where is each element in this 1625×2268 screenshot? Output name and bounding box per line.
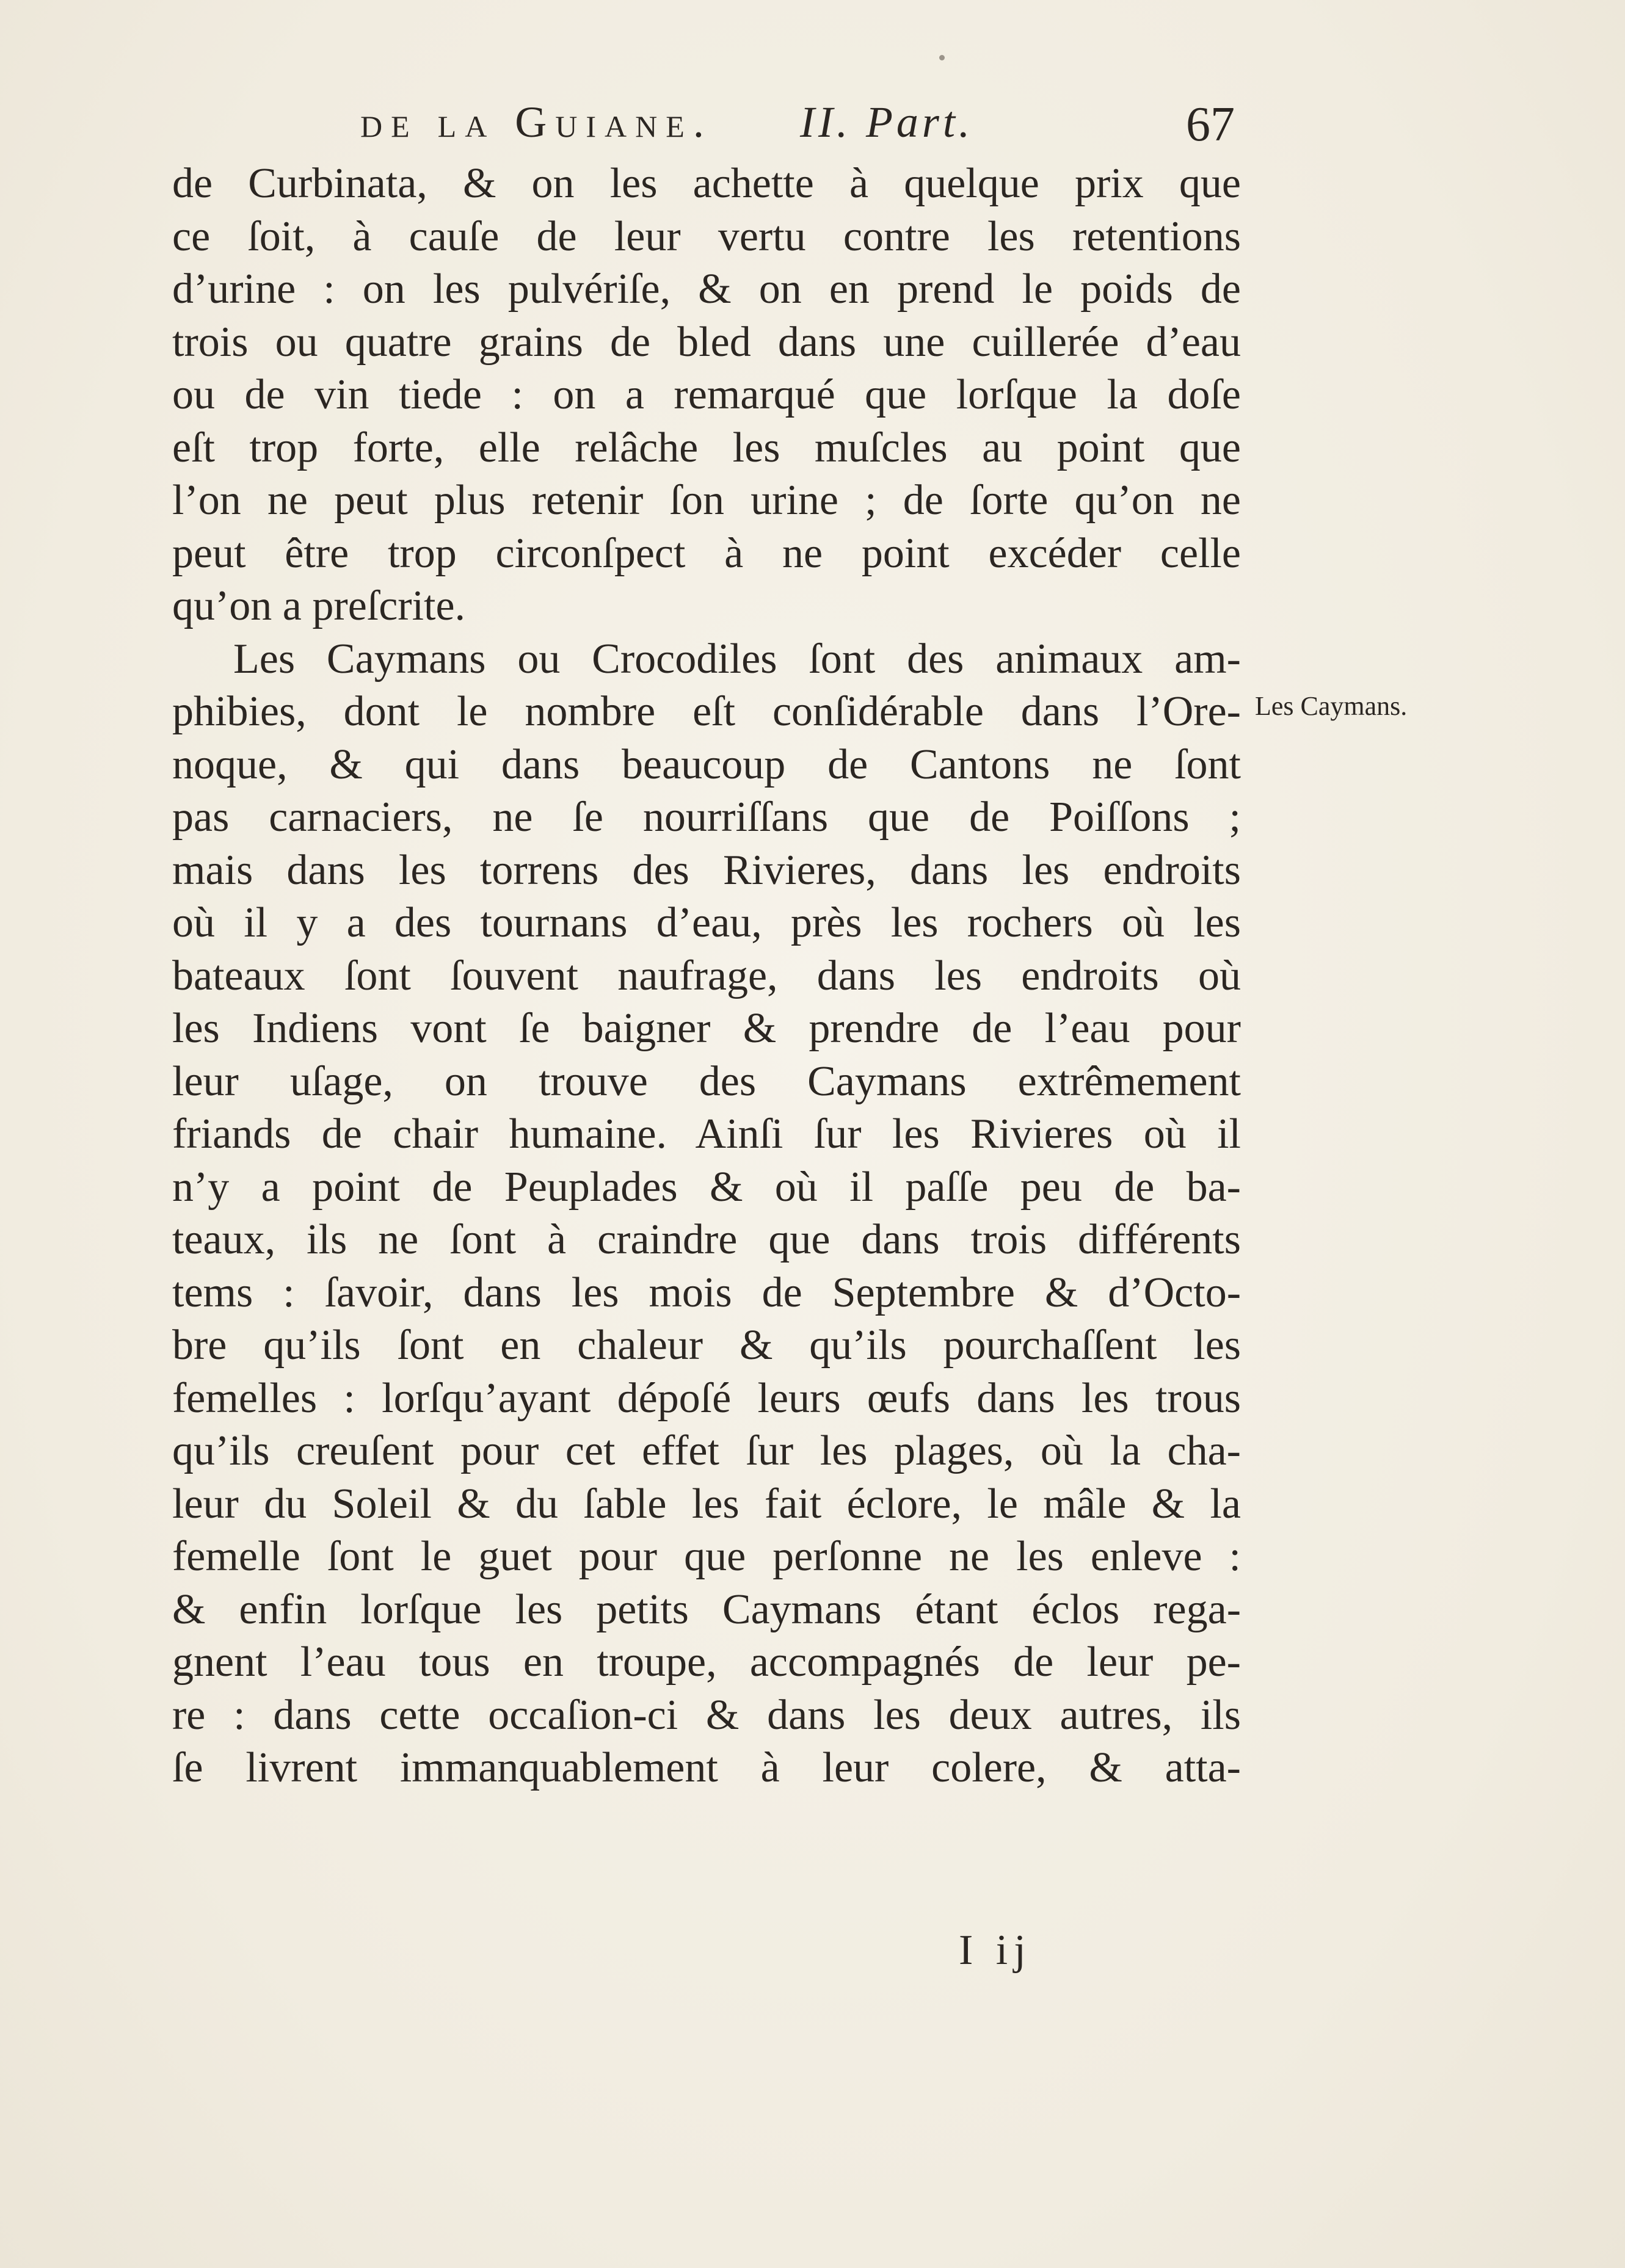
text-line: de Curbinata, & on les achette à quelque prix que <box>172 160 1241 207</box>
text-line: n’y a point de Peuplades & où il paſſe peu de ba- <box>172 1163 1241 1211</box>
text-line: eſt trop forte, elle relâche les muſcles au point que <box>172 424 1241 471</box>
text-line: les Indiens vont ſe baigner & prendre de l’eau pour <box>172 1005 1241 1052</box>
text-line: ce ſoit, à cauſe de leur vertu contre les retentions <box>172 212 1241 260</box>
text-line: mais dans les torrens des Rivieres, dans les endroits <box>172 846 1241 894</box>
text-line: leur uſage, on trouve des Caymans extrêmement <box>172 1057 1241 1105</box>
text-line: pas carnaciers, ne ſe nourriſſans que de Poiſſons ; <box>172 794 1241 841</box>
text-line: noque, & qui dans beaucoup de Cantons ne ſont <box>172 741 1241 788</box>
text-line: femelle ſont le guet pour que perſonne ne les enleve : <box>172 1533 1241 1580</box>
running-title: de la Guiane. <box>360 98 713 147</box>
page-header <box>360 92 1240 153</box>
text-line: ſe livrent immanquablement à leur colere, & atta- <box>172 1744 1241 1791</box>
text-line: bre qu’ils ſont en chaleur & qu’ils pourchaſſent les <box>172 1322 1241 1369</box>
text-line: trois ou quatre grains de bled dans une cuillerée d’eau <box>172 318 1241 366</box>
margin-note: Les Caymans. <box>1255 691 1408 721</box>
text-line: friands de chair humaine. Ainſi ſur les Rivieres où il <box>172 1110 1241 1158</box>
text-line: leur du Soleil & du ſable les fait éclore, le mâle & la <box>172 1480 1241 1527</box>
text-line: phibies, dont le nombre eſt conſidérable dans l’Ore- <box>172 688 1241 735</box>
text-line: re : dans cette occaſion-ci & dans les deux autres, ils <box>172 1691 1241 1739</box>
ink-speck <box>939 55 945 60</box>
text-line: & enfin lorſque les petits Caymans étant éclos rega- <box>172 1585 1241 1633</box>
text-line: qu’on a preſcrite. <box>172 582 466 629</box>
text-line: où il y a des tournans d’eau, près les rochers où les <box>172 899 1241 946</box>
text-line: ou de vin tiede : on a remarqué que lorſque la doſe <box>172 371 1241 418</box>
page-number: 67 <box>1186 98 1235 151</box>
text-line: qu’ils creuſent pour cet effet ſur les plages, où la cha- <box>172 1427 1241 1474</box>
running-part: II. Part. <box>800 98 973 147</box>
text-line: bateaux ſont ſouvent naufrage, dans les endroits où <box>172 952 1241 999</box>
body-text <box>172 158 1241 1795</box>
paragraph-start-line: Les Caymans ou Crocodiles ſont des animaux am- <box>233 635 1241 683</box>
text-line: d’urine : on les pulvériſe, & on en prend le poids de <box>172 266 1241 313</box>
text-line: l’on ne peut plus retenir ſon urine ; de ſorte qu’on ne <box>172 477 1241 524</box>
text-line: gnent l’eau tous en troupe, accompagnés de leur pe- <box>172 1639 1241 1686</box>
text-line: peut être trop circonſpect à ne point excéder celle <box>172 529 1241 577</box>
text-line: femelles : lorſqu’ayant dépoſé leurs œufs dans les trous <box>172 1374 1241 1422</box>
text-line: teaux, ils ne ſont à craindre que dans trois différents <box>172 1216 1241 1263</box>
text-line: tems : ſavoir, dans les mois de Septembre & d’Octo- <box>172 1269 1241 1316</box>
signature-mark: I ij <box>959 1927 1032 1974</box>
